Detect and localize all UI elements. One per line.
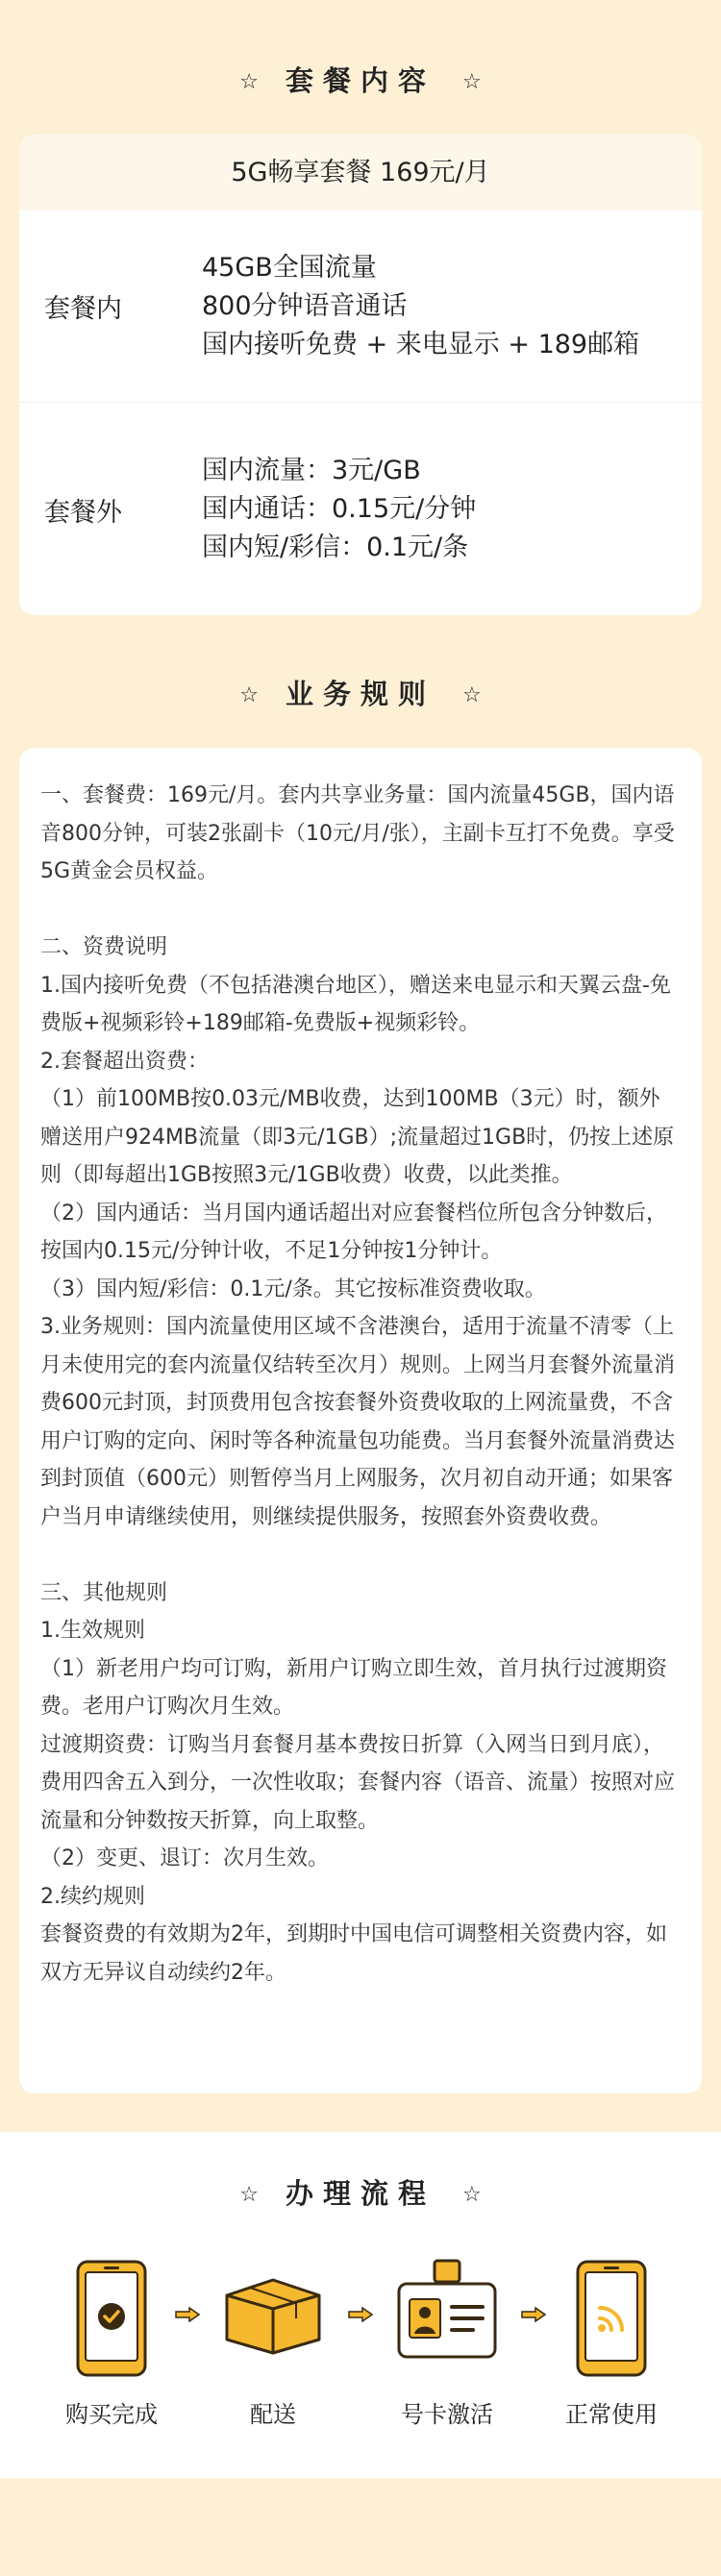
rules-card: [19, 748, 702, 2093]
star-icon: ☆: [239, 683, 259, 707]
star-icon: ☆: [239, 2183, 259, 2207]
package-extra-item: 国内短/彩信：0.1元/条: [202, 533, 469, 562]
star-icon: ☆: [462, 70, 482, 94]
rules-heading: 二、资费说明: [40, 935, 168, 959]
package-extra-list: [202, 404, 476, 615]
rules-paragraph: （2）变更、退订：次月生效。: [40, 1846, 329, 1870]
rules-paragraph: 2.套餐超出资费：: [40, 1049, 209, 1074]
package-included-row: [19, 211, 702, 403]
package-extra-row: [19, 404, 702, 615]
step-label: 正常使用: [565, 2401, 658, 2428]
rules-paragraph: 1.国内接听免费（不包括港澳台地区），赠送来电显示和天翼云盘-免费版+视频彩铃+189邮箱-免费版+视频彩铃。: [40, 973, 671, 1035]
step-label: 配送: [250, 2401, 296, 2428]
package-included-item: 45GB全国流量: [202, 252, 377, 283]
step-label: 号卡激活: [401, 2401, 493, 2428]
rules-section-title: ☆ 业务规则 ☆: [239, 678, 482, 710]
rules-spacer: [40, 1536, 681, 1574]
rules-paragraph: 过渡期资费：订购当月套餐月基本费按日折算（入网当日到月底），费用四舍五入到分，一次性收取；套餐内容（语音、流量）按照对应流量和分钟数按天折算，向上取整。: [40, 1732, 676, 1833]
package-included-label: 套餐内: [44, 294, 122, 324]
rules-spacer: [40, 891, 681, 929]
rules-paragraph: （2）国内通话：当月国内通话超出对应套餐档位所包含分钟数后，按国内0.15元/分钟计收，不足1分钟按1分钟计。: [40, 1201, 667, 1263]
rules-paragraph: 2.续约规则: [40, 1884, 145, 1909]
package-card: [19, 135, 702, 615]
arrow-right-icon: [175, 2307, 200, 2322]
process-section-title: ☆ 办理流程 ☆: [239, 2177, 482, 2210]
phone-check-icon: [75, 2259, 148, 2378]
package-included-item: 国内接听免费 + 来电显示 + 189邮箱: [202, 329, 640, 359]
package-card-title: 5G畅享套餐 169元/月: [19, 135, 702, 211]
rules-paragraph: 一、套餐费：169元/月。套内共享业务量：国内流量45GB，国内语音800分钟，可装2张副卡（10元/月/张），主副卡互打不免费。享受5G黄金会员权益。: [40, 783, 675, 883]
star-icon: ☆: [462, 2183, 482, 2207]
package-included-item: 800分钟语音通话: [202, 290, 408, 321]
package-extra-item: 国内通话：0.15元/分钟: [202, 494, 477, 524]
id-badge-icon: [396, 2259, 498, 2363]
rules-heading: 三、其他规则: [40, 1580, 168, 1605]
arrow-right-icon: [521, 2307, 546, 2322]
package-extra-item: 国内流量：3元/GB: [202, 456, 421, 485]
rules-paragraph: （1）前100MB按0.03元/MB收费，达到100MB（3元）时，额外赠送用户924MB流量（即3元/1GB）;流量超过1GB时，仍按上述原则（即每超出1GB按照3元/1GB收费）收费，以此类推。: [40, 1087, 675, 1187]
package-included-list: [202, 211, 639, 402]
package-extra-label: 套餐外: [44, 497, 122, 528]
phone-signal-icon: [575, 2259, 648, 2378]
rules-paragraph: 3.业务规则：国内流量使用区域不含港澳台，适用于流量不清零（上月未使用完的套内流量仅结转至次月）规则。上网当月套餐外流量消费600元封顶，封顶费用包含按套餐外资费收取的上网流量费，不含用户订购的定向、闲时等各种流量包功能费。当月套餐外流量消费达到封顶值（600元）则暂停当月上网服务，次月初自动开通；如果客户当月申请继续使用，则继续提供服务，按照套外资费收费。: [40, 1315, 676, 1529]
rules-paragraph: 套餐资费的有效期为2年，到期时中国电信可调整相关资费内容，如双方无异议自动续约2年。: [40, 1922, 667, 1985]
rules-paragraph: （3）国内短/彩信：0.1元/条。其它按标准资费收取。: [40, 1276, 546, 1301]
rules-paragraph: 1.生效规则: [40, 1619, 145, 1643]
package-box-icon: [223, 2276, 323, 2355]
rules-paragraph: （1）新老用户均可订购，新用户订购立即生效，首月执行过渡期资费。老用户订购次月生效。: [40, 1656, 667, 1719]
arrow-right-icon: [348, 2307, 373, 2322]
star-icon: ☆: [239, 70, 259, 94]
step-label: 购买完成: [65, 2401, 158, 2428]
star-icon: ☆: [462, 683, 482, 707]
package-section-title: ☆ 套餐内容 ☆: [239, 64, 482, 97]
